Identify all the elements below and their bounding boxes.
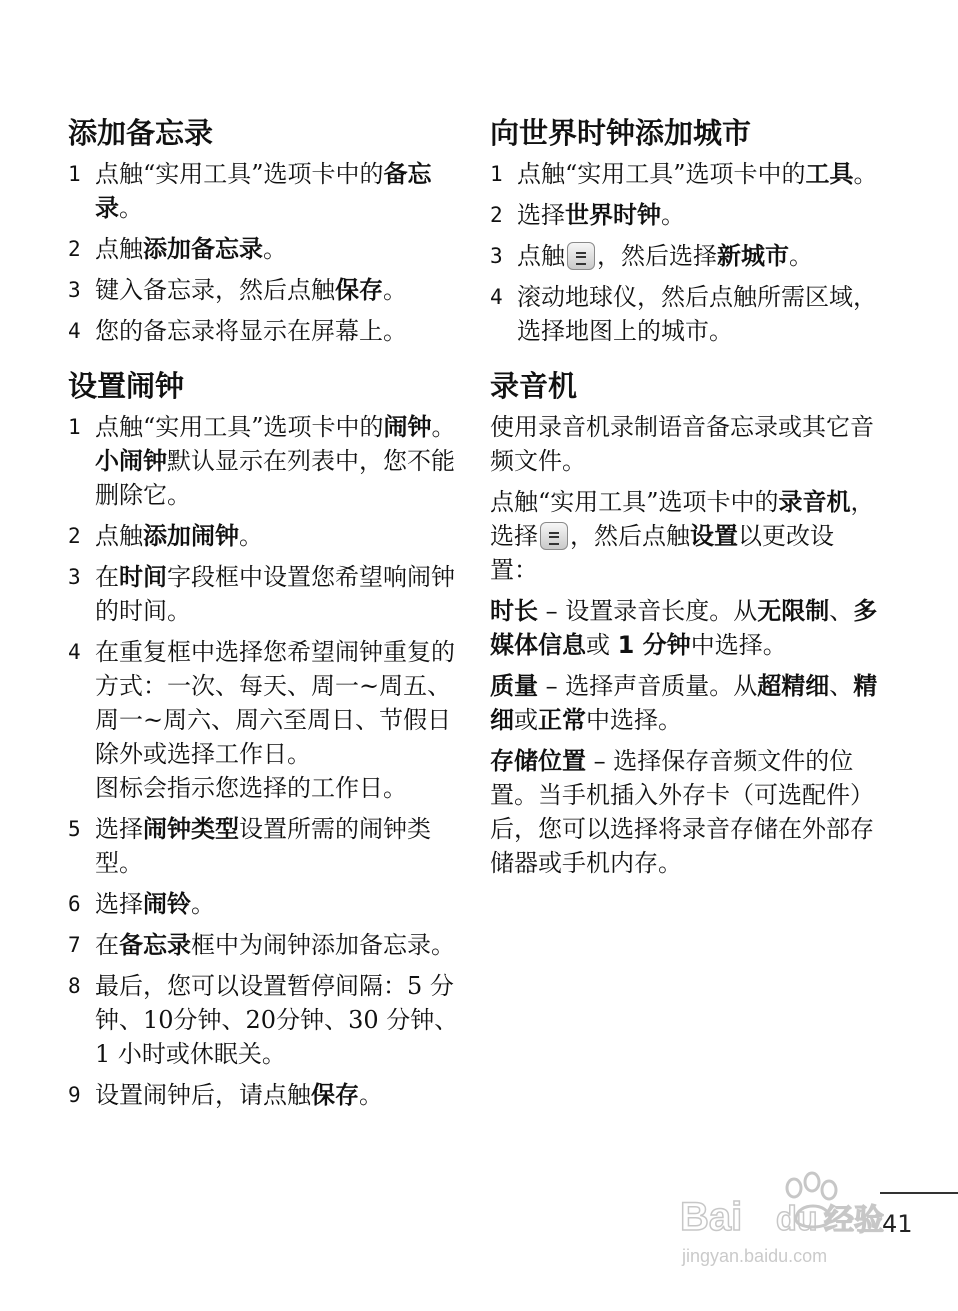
menu-icon: [567, 242, 595, 270]
world-clock-steps: [490, 157, 880, 348]
list-item: 4 在重复框中选择您希望闹钟重复的方式：一次、每天、周一~周五、周一~周六、周六至周日、节假日除外或选择工作日。 图标会指示您选择的工作日。: [68, 635, 460, 805]
list-item: 2 选择世界时钟。: [490, 198, 880, 232]
list-item: 3 在时间字段框中设置您希望响闹钟的时间。: [68, 560, 460, 628]
list-item: 6 选择闹铃。: [68, 887, 460, 921]
right-column: [490, 113, 880, 887]
page-divider: [880, 1192, 958, 1194]
menu-icon: [540, 522, 568, 550]
list-item: 9 设置闹钟后，请点触保存。: [68, 1078, 460, 1112]
step-number: 4: [68, 640, 81, 664]
step-number: 7: [68, 933, 81, 957]
list-item: 8 最后，您可以设置暂停间隔：5 分钟、10分钟、20分钟、30 分钟、1 小时或休眠关。: [68, 969, 460, 1071]
list-item: 2 点触添加备忘录。: [68, 232, 460, 266]
left-column: [68, 113, 460, 1130]
step-number: 3: [68, 565, 81, 589]
set-alarm-steps: [68, 410, 460, 1112]
step-number: 6: [68, 892, 81, 916]
recorder-intro: 使用录音机录制语音备忘录或其它音频文件。: [490, 413, 874, 475]
watermark-brand-cn: 经验: [824, 1203, 884, 1238]
step-number: 4: [68, 319, 81, 343]
list-item: 4 您的备忘录将显示在屏幕上。: [68, 314, 460, 348]
list-item: 3 键入备忘录，然后点触保存。: [68, 273, 460, 307]
heading-world-clock: 向世界时钟添加城市: [490, 116, 752, 150]
step-number: 2: [490, 203, 503, 227]
heading-set-alarm: 设置闹钟: [68, 369, 185, 403]
heading-add-memo: 添加备忘录: [68, 116, 214, 150]
list-item: 7 在备忘录框中为闹钟添加备忘录。: [68, 928, 460, 962]
watermark-brand-du: du: [776, 1200, 818, 1238]
heading-voice-recorder: 录音机: [490, 369, 578, 403]
baidu-watermark: [676, 1160, 888, 1270]
list-item: 4 滚动地球仪，然后点触所需区域，选择地图上的城市。: [490, 280, 880, 348]
watermark-url: jingyan.baidu.com: [682, 1246, 828, 1266]
step-number: 1: [490, 162, 503, 186]
list-item: 1 点触“实用工具”选项卡中的备忘录。: [68, 157, 460, 225]
step-number: 4: [490, 285, 503, 309]
watermark-brand: Bai: [680, 1195, 743, 1239]
setting-duration: 时长 – 设置录音长度。从无限制、多媒体信息或 1 分钟中选择。: [490, 597, 878, 659]
step-number: 1: [68, 415, 81, 439]
add-memo-steps: [68, 157, 460, 348]
step-number: 1: [68, 162, 81, 186]
step-number: 2: [68, 524, 81, 548]
list-item: 2 点触添加闹钟。: [68, 519, 460, 553]
list-item: 1 点触“实用工具”选项卡中的工具。: [490, 157, 880, 191]
step-number: 9: [68, 1083, 81, 1107]
page-number: 41: [882, 1210, 913, 1238]
recorder-instructions: 点触“实用工具”选项卡中的录音机，选择 ，然后点触设置以更改设置：: [490, 488, 875, 584]
list-item: 3 点触 ，然后选择新城市。: [490, 239, 880, 273]
setting-quality: 质量 – 选择声音质量。从超精细、精细或正常中选择。: [490, 672, 878, 734]
step-number: 5: [68, 817, 81, 841]
list-item: 1 点触“实用工具”选项卡中的闹钟。小闹钟默认显示在列表中，您不能删除它。: [68, 410, 460, 512]
list-item: 5 选择闹钟类型设置所需的闹钟类型。: [68, 812, 460, 880]
step-number: 8: [68, 974, 81, 998]
step-number: 2: [68, 237, 81, 261]
step-number: 3: [68, 278, 81, 302]
step-number: 3: [490, 244, 503, 268]
setting-storage: 存储位置 – 选择保存音频文件的位置。当手机插入外存卡（可选配件）后，您可以选择将录音存储在外部存储器或手机内存。: [490, 747, 874, 877]
